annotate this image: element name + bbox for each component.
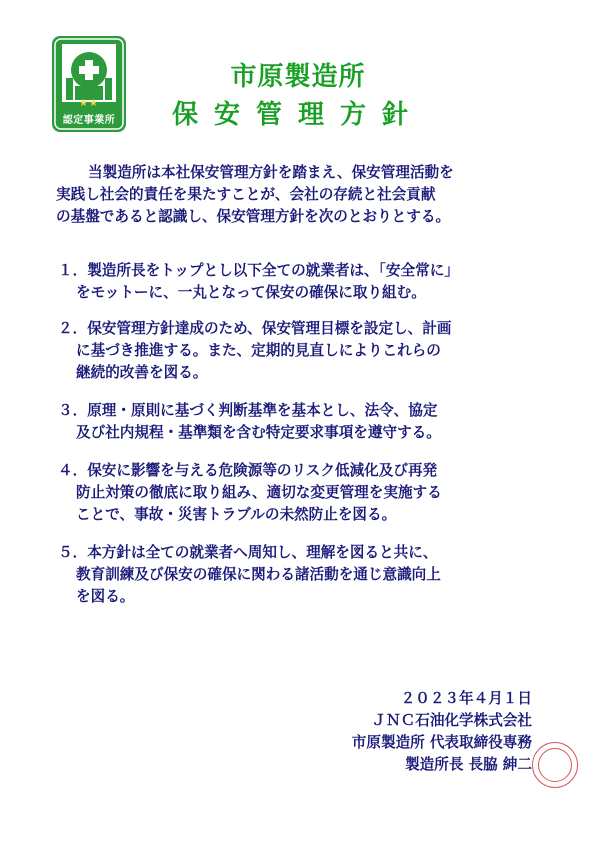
policy-item-3 (58, 400, 578, 444)
logo-stars: ★★ (79, 98, 99, 109)
policy-item-line: ５．本方針は全ての就業者へ周知し、理解を図ると共に、 (58, 544, 438, 561)
intro-line: の基盤であると認識し、保安管理方針を次のとおりとする。 (56, 208, 451, 225)
issue-date: ２０２３年４月１日 (400, 690, 532, 707)
intro-line: 実践し社会的責任を果たすことが、会社の存続と社会貢献 (56, 186, 436, 203)
policy-item-line: 防止対策の徹底に取り組み、適切な変更管理を実施する (76, 484, 442, 501)
policy-item-2 (58, 318, 578, 384)
policy-item-line: ２．保安管理方針達成のため、保安管理目標を設定し、計画 (58, 320, 452, 337)
seal-inner-ring (538, 748, 572, 782)
policy-item-5 (58, 542, 578, 608)
intro-paragraph (56, 162, 576, 228)
policy-item-line: ことで、事故・災害トラブルの未然防止を図る。 (76, 506, 397, 523)
policy-item-line: １．製造所長をトップとし以下全ての就業者は、「安全常に」 (58, 262, 459, 279)
policy-item-line: に基づき推進する。また、定期的見直しによりこれらの (76, 342, 441, 359)
intro-line: 当製造所は本社保安管理方針を踏まえ、保安管理活動を (88, 164, 454, 181)
policy-item-line: 及び社内規程・基準類を含む特定要求事項を遵守する。 (76, 424, 441, 441)
page-title: 市原製造所 (230, 62, 366, 92)
official-seal-stamp (532, 742, 578, 788)
company-name: ＪＮＣ石油化学株式会社 (371, 712, 532, 729)
policy-item-1 (58, 260, 578, 304)
signatory-name: 製造所長 長脇 紳二 (405, 756, 532, 773)
policy-item-line: 教育訓練及び保安の確保に関わる諸活動を通じ意識向上 (76, 566, 441, 583)
page-subtitle: 保安管理方針 (171, 100, 424, 130)
policy-item-line: ３．原理・原則に基づく判断基準を基本とし、法令、協定 (58, 402, 438, 419)
signatory-position: 市原製造所 代表取締役専務 (351, 734, 532, 751)
signature-block (352, 688, 532, 776)
policy-item-line: をモットーに、一丸となって保安の確保に取り組む。 (76, 284, 426, 301)
policy-item-line: ４．保安に影響を与える危険源等のリスク低減化及び再発 (58, 462, 438, 479)
policy-item-line: を図る。 (76, 588, 135, 605)
logo-badge-text: 認定事業所 (62, 115, 116, 126)
policy-item-4 (58, 460, 578, 526)
policy-item-line: 継続的改善を図る。 (76, 364, 208, 381)
